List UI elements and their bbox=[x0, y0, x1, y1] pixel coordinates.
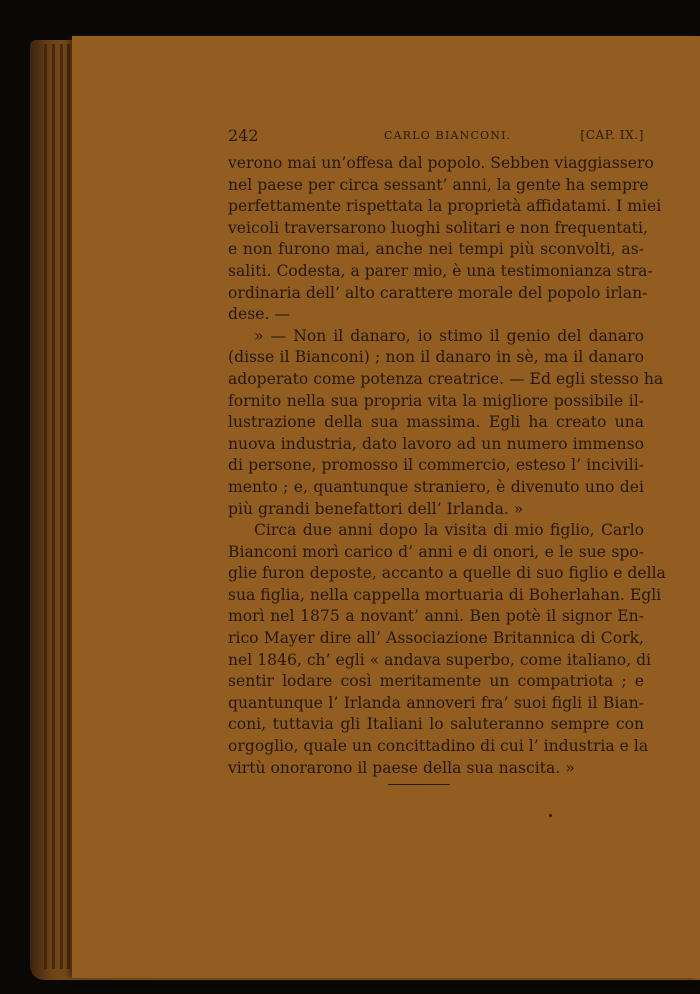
running-header bbox=[228, 126, 644, 148]
text-line: ordinaria dell’ alto carattere morale del popolo irlan- bbox=[228, 283, 648, 302]
chapter-reference: [CAP. IX.] bbox=[580, 128, 644, 142]
text-line: sua figlia, nella cappella mortuaria di Boherlahan. Egli bbox=[228, 585, 662, 604]
page-number: 242 bbox=[228, 126, 259, 145]
text-line: glie furon deposte, accanto a quelle di suo figlio e della bbox=[228, 564, 666, 583]
running-title: CARLO BIANCONI. bbox=[384, 129, 512, 142]
text-line: più grandi benefattori dell’ Irlanda. » bbox=[228, 499, 524, 518]
text-line: nuova industria, dato lavoro ad un numero immenso bbox=[228, 434, 644, 453]
page-stack-edge bbox=[44, 44, 47, 969]
text-line: » — Non il danaro, io stimo il genio del danaro bbox=[254, 326, 644, 345]
text-line: verono mai un’offesa dal popolo. Sebben viaggiassero bbox=[228, 154, 654, 172]
text-line: virtù onorarono il paese della sua nascita. » bbox=[228, 758, 575, 777]
text-line: lustrazione della sua massima. Egli ha creato una bbox=[228, 413, 644, 432]
text-line: Bianconi morì carico d’ anni e di onori, e le sue spo- bbox=[228, 542, 644, 561]
text-line: morì nel 1875 a novant’ anni. Ben potè il signor En- bbox=[228, 607, 644, 626]
page-stack-edge bbox=[52, 44, 55, 969]
text-line: mento ; e, quantunque straniero, è divenuto uno dei bbox=[228, 477, 644, 496]
text-line: e non furono mai, anche nei tempi più sconvolti, as- bbox=[228, 240, 644, 259]
text-line: nel 1846, ch’ egli « andava superbo, come italiano, di bbox=[228, 650, 652, 669]
end-rule bbox=[388, 784, 450, 785]
text-line: Circa due anni dopo la visita di mio figlio, Carlo bbox=[254, 521, 644, 540]
ink-speck bbox=[549, 814, 552, 817]
text-line: orgoglio, quale un concittadino di cui l’ industria e la bbox=[228, 737, 649, 756]
page-stack-edge bbox=[60, 44, 63, 969]
text-line: (disse il Bianconi) ; non il danaro in sè, ma il danaro bbox=[228, 348, 644, 367]
text-line: fornito nella sua propria vita la migliore possibile il- bbox=[228, 391, 644, 410]
text-line: nel paese per circa sessant’ anni, la gente ha sempre bbox=[228, 175, 649, 194]
text-line: coni, tuttavia gli Italiani lo saluteranno sempre con bbox=[228, 715, 644, 734]
text-line: di persone, promosso il commercio, esteso l’ incivili- bbox=[228, 456, 644, 475]
text-line: veicoli traversarono luoghi solitari e non frequentati, bbox=[228, 218, 648, 237]
text-line: sentir lodare così meritamente un compatriota ; e bbox=[228, 672, 644, 691]
text-line: perfettamente rispettata la proprietà affidatami. I miei bbox=[228, 197, 662, 216]
text-line: quantunque l’ Irlanda annoveri fra’ suoi figli il Bian- bbox=[228, 693, 644, 712]
text-line: adoperato come potenza creatrice. — Ed egli stesso ha bbox=[228, 369, 664, 388]
page-stack-edge bbox=[67, 44, 70, 969]
text-line: saliti. Codesta, a parer mio, è una testimonianza stra- bbox=[228, 261, 653, 280]
text-line: dese. — bbox=[228, 305, 290, 324]
body-text bbox=[228, 153, 666, 779]
text-line: rico Mayer dire all’ Associazione Britannica di Cork, bbox=[228, 629, 644, 648]
